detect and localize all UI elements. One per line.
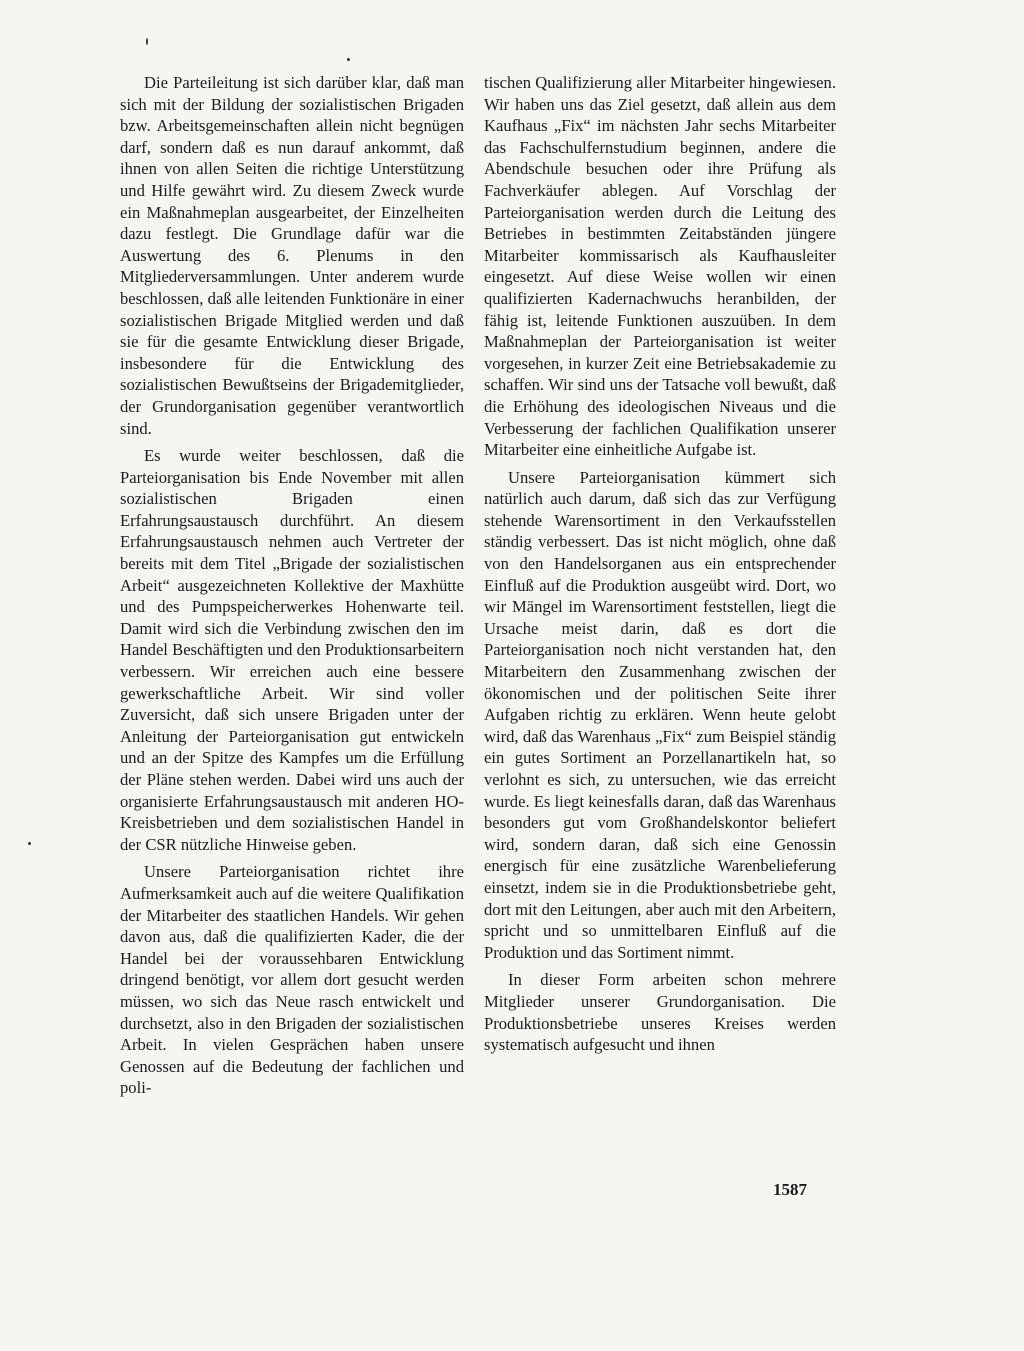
continued-paragraph: tischen Qualifizierung aller Mitarbeiter hingewiesen. Wir haben uns das Ziel gesetzt, daß allein aus dem Kaufhaus „Fix“ im nächsten Jahr sechs Mitarbeiter das Fachschulfernstudium beginnen, andere die Abendschule besuchen oder ihre Prüfung als Fachverkäufer ablegen. Auf Vorschlag der Parteiorganisation werden durch die Leitung des Betriebes in bestimmten Zeitabständen jüngere Mitarbeiter kommissarisch als Kaufhausleiter eingesetzt. Auf diese Weise wollen wir einen qualifizierten Kadernachwuchs heranbilden, der fähig ist, leitende Funktionen auszuüben. In dem Maßnahmeplan der Parteiorganisation ist weiter vorgesehen, in kurzer Zeit eine Betriebsakademie zu schaffen. Wir sind uns der Tatsache voll bewußt, daß die Erhöhung des ideologischen Niveaus und die Verbesserung der fachlichen Qualifikation unserer Mitarbeiter eine einheitliche Aufgabe ist.: [484, 73, 836, 460]
left-text-column: [120, 72, 464, 1105]
scan-speck: [347, 58, 350, 61]
paragraph: Es wurde weiter beschlossen, daß die Parteiorganisation bis Ende November mit allen sozialistischen Brigaden einen Erfahrungsaustausch durchführt. An diesem Erfahrungsaustausch nehmen auch Vertreter der bereits mit dem Titel „Brigade der sozialistischen Arbeit“ ausgezeichneten Kollektive der Maxhütte und des Pumpspeicherwerkes Hohenwarte teil. Damit wird sich die Verbindung zwischen den im Handel Beschäftigten und den Produktionsarbeitern verbessern. Wir erreichen auch eine bessere gewerkschaftliche Arbeit. Wir sind voller Zuversicht, daß sich unsere Brigaden unter der Anleitung der Parteiorganisation gut entwickeln und an der Spitze des Kampfes um die Erfüllung der Pläne stehen werden. Dabei wird uns auch der organisierte Erfahrungsaustausch mit anderen HO-Kreisbetrieben und dem sozialistischen Handel in der CSR nützliche Hinweise geben.: [120, 446, 464, 854]
page-number: 1587: [773, 1180, 807, 1199]
paragraph: Die Parteileitung ist sich darüber klar, daß man sich mit der Bildung der sozialistischen Brigaden bzw. Arbeitsgemeinschaften allein nicht begnügen darf, sondern daß es nun darauf ankommt, daß ihnen von allen Seiten die richtige Unterstützung und Hilfe gewährt wird. Zu diesem Zweck wurde ein Maßnahmeplan ausgearbeitet, der Einzelheiten dazu festlegt. Die Grundlage dafür war die Auswertung des 6. Plenums in den Mitgliederversammlungen. Unter anderem wurde beschlossen, daß alle leitenden Funktionäre in einer sozialistischen Brigade Mitglied werden und daß sie für die gesamte Entwicklung dieser Brigade, insbesondere für die Entwicklung des sozialistischen Bewußtseins der Brigademitglieder, der Grundorganisation gegenüber verantwortlich sind.: [120, 73, 464, 438]
right-text-column: [484, 72, 836, 1062]
scan-speck: [146, 38, 148, 45]
paragraph: Unsere Parteiorganisation kümmert sich natürlich auch darum, daß sich das zur Verfügung stehende Warensortiment in den Verkaufsstellen ständig verbessert. Das ist nicht möglich, ohne daß von den Handelsorganen aus ein entsprechender Einfluß auf die Produktion ausgeübt wird. Dort, wo wir Mängel im Warensortiment feststellen, liegt die Ursache meist darin, daß es dort die Parteiorganisation noch nicht verstanden hat, den Mitarbeitern den Zusammenhang zwischen der ökonomischen und der politischen Seite ihrer Aufgaben richtig zu erklären. Wenn heute gelobt wird, daß das Warenhaus „Fix“ zum Beispiel ständig ein gutes Sortiment an Porzellanartikeln hat, so verlohnt es sich, zu untersuchen, wie das erreicht wurde. Es liegt keinesfalls daran, daß das Warenhaus besonders gut vom Großhandelskontor beliefert wird, sondern daran, daß sich eine Genossin energisch für eine zusätzliche Warenbelieferung einsetzt, indem sie in die Produktionsbetriebe geht, dort mit den Leitungen, aber auch mit den Arbeitern, spricht und so unmittelbaren Einfluß auf die Produktion und das Sortiment nimmt.: [484, 467, 836, 962]
paragraph: In dieser Form arbeiten schon mehrere Mitglieder unserer Grundorganisation. Die Produktionsbetriebe unseres Kreises werden systematisch aufgesucht und ihnen: [484, 970, 836, 1055]
scan-speck: [28, 842, 31, 845]
paragraph: Unsere Parteiorganisation richtet ihre Aufmerksamkeit auch auf die weitere Qualifikation der Mitarbeiter des staatlichen Handels. Wir gehen davon aus, daß die qualifizierten Kader, die der Handel bei der voraussehbaren Entwicklung dringend benötigt, vor allem dort gesucht werden müssen, wo sich das Neue rasch entwickelt und durchsetzt, also in den Brigaden der sozialistischen Arbeit. In vielen Gesprächen haben unsere Genossen auf die Bedeutung der fachlichen und poli-: [120, 862, 464, 1098]
